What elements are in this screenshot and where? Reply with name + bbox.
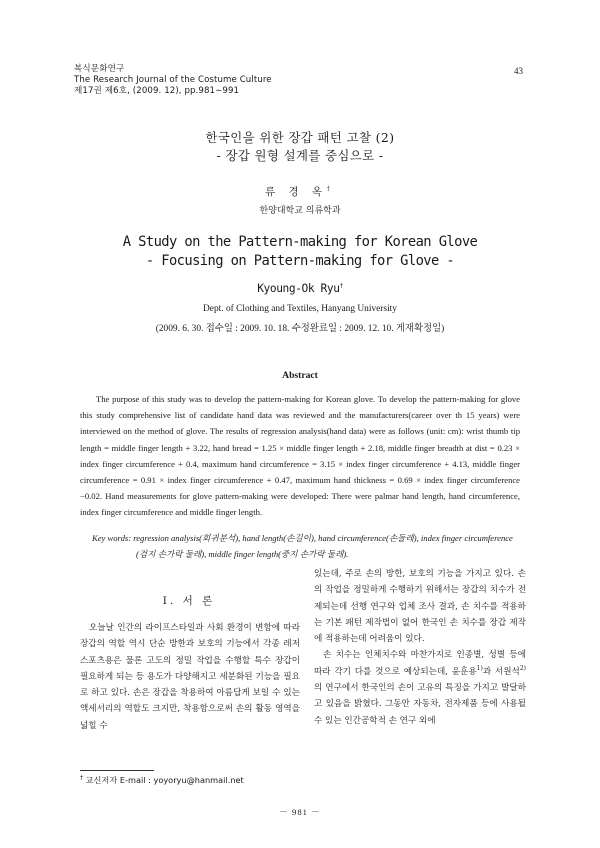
para2-text-b: 과 서원석	[482, 666, 520, 677]
subtitle-english: - Focusing on Pattern-making for Glove -	[145, 253, 455, 269]
subtitle-korean: - 장갑 원형 설계를 중심으로 -	[216, 148, 384, 163]
author-english	[0, 282, 600, 295]
para2-text-c: 의 연구에서 한국인의 손이 고유의 특징을 가지고 발달하고 있음을 밝혔다. 그동안 자동차, 전자제품 등에 사용될 수 있는 인간공학적 손 연구 외에	[314, 683, 526, 726]
footnote-divider	[80, 770, 154, 771]
journal-name-korean: 복식문화연구	[74, 64, 125, 74]
title-english: A Study on the Pattern-making for Korean Glove	[122, 234, 478, 250]
corresponding-mark-en: †	[339, 282, 343, 290]
body-right-column	[314, 566, 526, 729]
keywords	[92, 530, 532, 562]
author-korean-name: 류 경 옥	[264, 186, 328, 198]
body-right-paragraph-2	[314, 647, 526, 728]
page-number: 43	[514, 66, 523, 76]
footnote-email: 교신저자 E-mail : yoyoryu@hanmail.net	[85, 775, 244, 785]
title-korean: 한국인을 위한 장갑 패턴 고찰 (2)	[205, 130, 395, 145]
footnote-mark: †	[80, 774, 83, 782]
keywords-line-2: (검지 손가락 둘레), middle finger length(중지 손가락 둘레).	[136, 549, 349, 560]
keywords-line-1: Key words: regression analysis(회귀분석), hand length(손길이), hand circumference(손둘레), index finger circumference	[92, 533, 513, 543]
affiliation-korean: 한양대학교 의류학과	[259, 206, 341, 216]
citation-2: 2)	[519, 664, 526, 672]
para2-text-a: 손 치수는 인체치수와 마찬가지로 인종별, 성별 등에 따라 각기 다를 것으로 예상되는데, 윤훈용	[314, 650, 526, 677]
author-english-name: Kyoung-Ok Ryu	[257, 282, 340, 295]
journal-volume-info: 제17권 제6호, (2009. 12), pp.981∼991	[74, 86, 240, 96]
footnote	[80, 775, 244, 786]
abstract-heading: Abstract	[282, 370, 318, 381]
citation-1: 1)	[476, 664, 483, 672]
corresponding-mark: †	[327, 185, 336, 193]
affiliation-english: Dept. of Clothing and Textiles, Hanyang University	[203, 304, 397, 314]
journal-name-english: The Research Journal of the Costume Culture	[74, 75, 272, 85]
folio-page-number: － 981 －	[279, 807, 321, 817]
author-korean	[0, 184, 600, 199]
section-heading-introduction: Ⅰ. 서 론	[162, 595, 216, 607]
body-left-column: 오늘날 인간의 라이프스타일과 사회 환경이 변함에 따라 장갑의 역할 역시 단순 방한과 보호의 기능에서 각종 레저 스포츠용은 물론 고도의 정밀 작업을 수행할 특수 장갑이 필요하게 되는 등 용도가 다양해지고 세분화된 기능을 필요로 하고 있다. 손은 장갑을 착용하여 아름답게 보일 수 있는 액세서리의 역할도 크지만, 착용함으로써 손의 활동 영역을 넓힐 수	[80, 623, 300, 731]
submission-dates: (2009. 6. 30. 접수일 : 2009. 10. 18. 수정완료일 : 2009. 12. 10. 게재확정일)	[155, 324, 445, 334]
abstract-body: The purpose of this study was to develop the pattern-making for Korean glove. To develop the pattern-making for glove this study comprehensive list of candidate hand data was reviewed and the manufacturers(career over th 15 years) were interviewed on the method of glove. The results of regression analysis(hand data) were as follows (unit: cm): wrist thumb tip length = middle finger length + 3.22, hand bread = 1.25 × middle finger length + 2.18, middle finger breadth at dist = 0.23 × index finger circumference + 0.4, maximum hand circumference = 3.15 × index finger circumference + 4.13, middle finger circumference = 0.91 × index finger circumference + 0.47, maximum hand thickness = 0.69 × index finger circumference −0.02. Hand measurements for glove pattern-making were developed: There were palmar hand length, hand circumference, index finger circumference and middle finger length.	[80, 394, 520, 518]
body-right-paragraph-1: 있는데, 주로 손의 방한, 보호의 기능을 가지고 있다. 손의 작업을 정밀하게 수행하기 위해서는 장갑의 치수가 전제되는데 선행 연구와 업체 조사 결과, 손 치수를 적용하는 기본 패턴 제작법이 없어 한국인 손 치수를 장갑 제작에 적용하는데 어려움이 있다.	[314, 569, 526, 645]
